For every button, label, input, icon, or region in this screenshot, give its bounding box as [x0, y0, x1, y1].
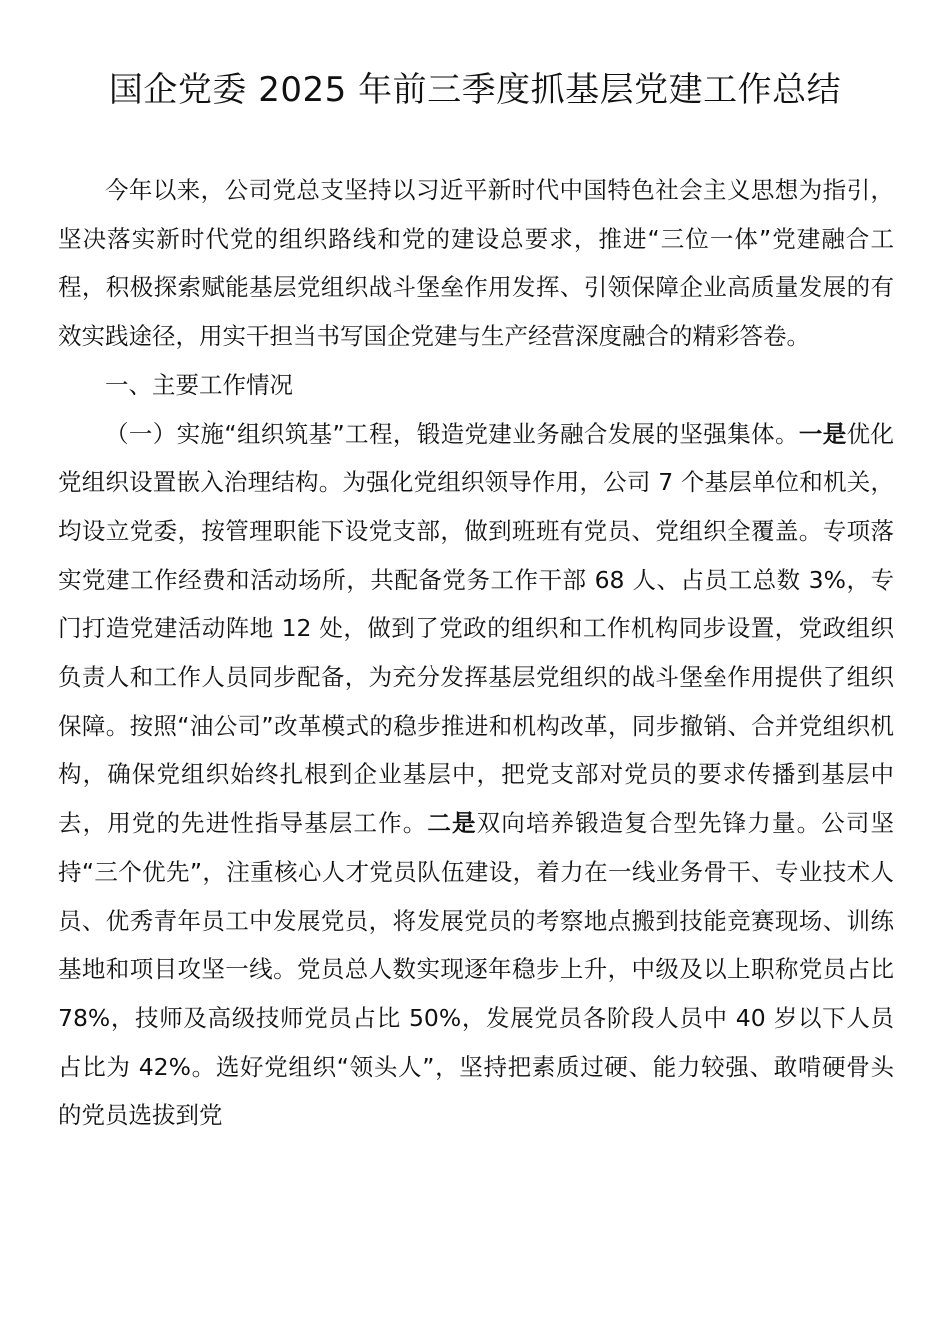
intro-paragraph: 今年以来，公司党总支坚持以习近平新时代中国特色社会主义思想为指引，坚决落实新时代党的组织路线和党的建设总要求，推进“三位一体”党建融合工程，积极探索赋能基层党组织战斗堡垒作用发挥、引领保障企业高质量发展的有效实践途径，用实干担当书写国企党建与生产经营深度融合的精彩答卷。: [58, 176, 894, 351]
point-text-2: 双向培养锻造复合型先锋力量。公司坚持“三个优先”，注重核心人才党员队伍建设，着力在一线业务骨干、专业技术人员、优秀青年员工中发展党员，将发展党员的考察地点搬到技能竞赛现场、训练基地和项目攻坚一线。党员总人数实现逐年稳步上升，中级及以上职称党员占比 78%，技师及高级技师党员占比 50%，发展党员各阶段人员中 40 岁以下人员占比为 42%。选好党组织“领头人”，坚持把素质过硬、能力较强、敢啃硬骨头的党员选拔到党: [58, 809, 895, 1130]
subsection-lead: （一）实施“组织筑基”工程，锻造党建业务融合发展的坚强集体。: [105, 419, 799, 448]
point-marker-1: 一是: [798, 419, 847, 448]
point-text-1: 优化党组织设置嵌入治理结构。为强化党组织领导作用，公司 7 个基层单位和机关，均设立党委，按管理职能下设党支部，做到班班有党员、党组织全覆盖。专项落实党建工作经费和活动场所，共配备党务工作干部 68 人、占员工总数 3%，专门打造党建活动阵地 12 处，做到了党政的组织和工作机构同步设置，党政组织负责人和工作人员同步配备，为充分发挥基层党组织的战斗堡垒作用提供了组织保障。按照“油公司”改革模式的稳步推进和机构改革，同步撤销、合并党组织机构，确保党组织始终扎根到企业基层中，把党支部对党员的要求传播到基层中去，用党的先进性指导基层工作。: [58, 419, 895, 838]
point-marker-2: 二是: [427, 809, 477, 838]
work-paragraph: [58, 410, 894, 1141]
document-title: 国企党委 2025 年前三季度抓基层党建工作总结: [108, 70, 842, 110]
section-heading: 一、主要工作情况: [105, 370, 293, 399]
document-body: [58, 166, 894, 1140]
